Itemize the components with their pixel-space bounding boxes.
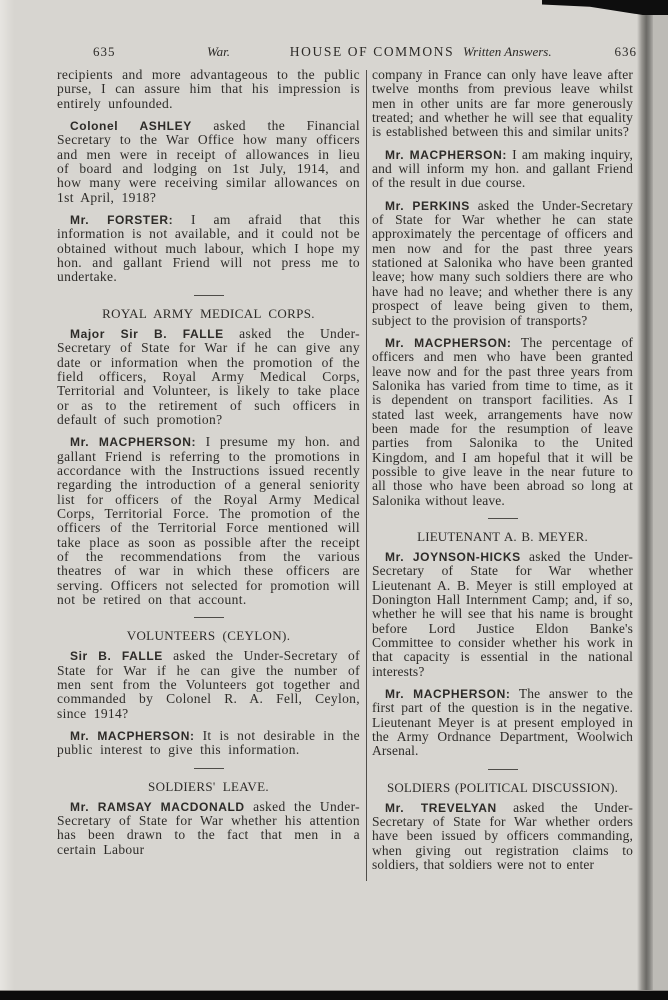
paragraph-text: asked the Under-Secretary of State for War whether Lieutenant A. B. Meyer is still employed at Donington Hall Internment Camp; and, if so, whether he will see that his name is brought before Lord Justice Eldon Banke's Committee to consider whether his work in that capacity is essential in the national interests? [372,548,634,679]
continuation-paragraph [57,68,360,111]
scan-bottom-border [0,990,668,1000]
running-title-left: War. [207,44,231,59]
question-paragraph [57,327,360,427]
speaker-name: Colonel ASHLEY [70,119,192,134]
section-divider [57,617,360,618]
speaker-name: Mr. MACPHERSON: [385,687,511,702]
page-content [57,44,637,881]
column-number-right: 636 [614,44,637,59]
paragraph-text: I am making inquiry, and will inform my hon. and gallant Friend of the result in due course. [372,146,634,191]
question-paragraph [57,649,360,721]
section-heading: LIEUTENANT A. B. MEYER. [417,528,588,544]
section-divider [372,518,633,519]
speaker-name: Mr. MACPHERSON: [70,435,197,450]
scan-corner-artifact [542,0,668,15]
running-header [57,44,637,64]
paragraph-text: I am afraid that this information is not available, and it could not be obtained without much labour, which I hope my hon. and gallant Friend will not press me to undertake. [57,212,360,285]
scan-page-edge [652,0,668,1000]
question-paragraph [372,801,633,873]
divider-rule [488,518,518,519]
speaker-name: Mr. MACPHERSON: [70,729,195,744]
section-heading: SOLDIERS (POLITICAL DISCUSSION). [387,779,618,795]
question-paragraph [372,199,633,328]
paragraph-text: company in France can only have leave after twelve months from previous leave whilst men in other units are far more generously treated; and whether he will see that equality is established between this and similar units? [372,67,633,140]
speaker-name: Mr. RAMSAY MACDONALD [70,799,245,814]
column-rule [366,70,367,881]
column-number-left: 635 [93,44,116,59]
question-paragraph [57,119,360,205]
speaker-name: Sir B. FALLE [70,649,163,664]
continuation-paragraph [372,68,633,140]
paragraph-text: I presume my hon. and gallant Friend is referring to the promotions in accordance with the Instructions issued recently regarding the introduction of a general seniority list for officers of the Royal Army Medical Corps, Territorial Force. The promotion of the officers of the Territorial Force mentioned will take place as soon as possible after the receipt of the recommendations from the various theatres of war in which these officers are serving. Officers not selected for promotion will not be retired on that account. [57,434,361,607]
divider-rule [194,768,224,769]
paragraph-text: It is not desirable in the public interest to give this information. [57,728,361,758]
speaker-name: Mr. MACPHERSON: [385,335,512,350]
paragraph-text: asked the Under-Secretary of State for War whether orders have been issued by officers commanding, when giving out registration claims to soldiers, that soldiers were not to enter [372,799,633,873]
speaker-name: Mr. MACPHERSON: [385,147,507,162]
speaker-name: Mr. PERKINS [385,198,470,213]
two-column-text [57,68,633,881]
section-heading: ROYAL ARMY MEDICAL CORPS. [102,305,315,321]
divider-rule [488,769,518,770]
paragraph-text: The percentage of officers and men who have been granted leave now and for the past three years from Salonika has varied from time to time, as it is dependent on transport facilities. As I stated last week, arrangements have now been made for the resumption of leave parties from Salonika to the United Kingdom, and I am hopeful that it will be possible to give leave in the near future to all those who have been abroad so long at Salonika without leave. [372,334,634,508]
speaker-name: Major Sir B. FALLE [70,326,224,341]
section-divider [57,768,360,769]
right-column [372,68,633,881]
answer-paragraph [372,687,633,759]
question-paragraph [57,800,360,857]
answer-paragraph [57,435,360,607]
speaker-name: Mr. JOYNSON-HICKS [385,549,521,564]
paragraph-text: asked the Under-Secretary of State for War if he can give any date or information when the promotion of the field officers, Royal Army Medical Corps, Territorial and Volunteer, is likely to take place or as to the retirement of such officers in default of such promotion? [57,325,361,427]
divider-rule [194,295,224,296]
answer-paragraph [57,213,360,285]
paragraph-text: The answer to the first part of the question is in the negative. Lieutenant Meyer is at present employed in the Army Ordnance Department, Woolwich Arsenal. [372,686,633,759]
book-gutter-shadow [637,0,653,1000]
paragraph-text: asked the Under-Secretary of State for War whether he can state approximately the percentage of officers and men now and for the past three years stationed at Salonika who have been granted leave; how many such soldiers there are who have had no leave; and whether there is any prospect of leave being given to them, subject to the provision of transports? [372,197,633,328]
left-column [57,68,360,881]
paragraph-text: asked the Financial Secretary to the War Office how many officers and men were in receipt of allowances in lieu of board and lodging on 1st July, 1914, and how many were receiving similar allowances on 1st April, 1918? [57,118,360,205]
paragraph-text: asked the Under-Secretary of State for War if he can give the number of men sent from the Volunteers got together and commanded by Colonel R. A. Fell, Ceylon, since 1914? [57,648,360,721]
section-heading: SOLDIERS' LEAVE. [148,778,269,794]
speaker-name: Mr. FORSTER: [70,213,174,228]
answer-paragraph [372,148,633,191]
running-title-right: Written Answers. [463,44,552,59]
running-title-center: HOUSE OF COMMONS [289,44,455,59]
paragraph-text: recipients and more advantageous to the public purse, I can assure him that his impression is entirely unfounded. [57,67,360,111]
paragraph-text: asked the Under-Secretary of State for War whether his attention has been drawn to the fact that men in a certain Labour [57,798,360,857]
answer-paragraph [57,729,360,758]
section-heading: VOLUNTEERS (CEYLON). [126,628,291,644]
question-paragraph [372,550,633,679]
answer-paragraph [372,336,633,508]
speaker-name: Mr. TREVELYAN [385,800,497,815]
section-divider [57,295,360,296]
section-divider [372,769,633,770]
divider-rule [194,617,224,618]
